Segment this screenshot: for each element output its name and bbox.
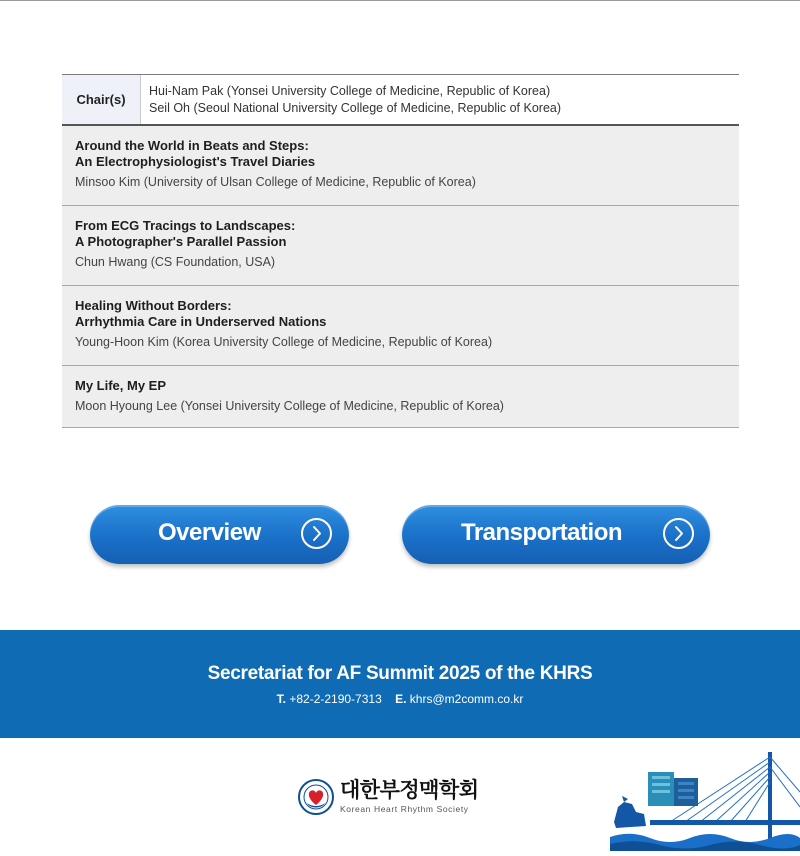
footer-secretariat [0,630,800,738]
footer-contact [0,692,800,706]
logo-english-name: Korean Heart Rhythm Society [340,804,469,814]
talk-title-line: Arrhythmia Care in Underserved Nations [75,314,327,329]
talk-title [75,378,726,394]
phone-number: +82-2-2190-7313 [289,692,382,706]
top-divider [0,0,800,1]
chevron-right-circle-icon [301,518,332,549]
khrs-emblem-icon [298,777,334,817]
talk-row [62,126,739,206]
haetae-statue-icon [614,796,646,828]
talk-title-line: A Photographer's Parallel Passion [75,234,287,249]
talk-speaker: Minsoo Kim (University of Ulsan College of Medicine, Republic of Korea) [75,175,476,189]
talk-title-line: Healing Without Borders: [75,298,232,313]
talk-title-line: From ECG Tracings to Landscapes: [75,218,296,233]
buildings-icon [648,772,698,806]
talk-title-line: My Life, My EP [75,378,167,393]
talk-speaker: Young-Hoon Kim (Korea University College of Medicine, Republic of Korea) [75,335,493,349]
chevron-right-circle-icon [663,518,694,549]
talk-row [62,206,739,286]
phone-prefix: T. [276,692,286,706]
chair-name: Seil Oh (Seoul National University College of Medicine, Republic of Korea) [149,100,562,115]
overview-button-label: Overview [158,519,261,546]
talk-title [75,298,726,330]
talk-row [62,366,739,428]
chair-names [141,75,561,124]
chair-row [62,74,739,126]
footer-title: Secretariat for AF Summit 2025 of the KHRS [207,663,593,684]
khrs-logo [298,777,479,817]
bridge-illustration [610,752,800,856]
chair-label: Chair(s) [62,75,141,124]
talk-speaker: Chun Hwang (CS Foundation, USA) [75,255,276,269]
transportation-button[interactable] [402,505,710,564]
email-address[interactable]: khrs@m2comm.co.kr [409,692,524,706]
talk-title [75,138,726,170]
talk-speaker: Moon Hyoung Lee (Yonsei University College of Medicine, Republic of Korea) [75,399,504,413]
talk-title-line: An Electrophysiologist's Travel Diaries [75,154,316,169]
logo-korean-name: 대한부정맥학회 [340,779,479,802]
talk-title-line: Around the World in Beats and Steps: [75,138,309,153]
email-prefix: E. [395,692,407,706]
talk-row [62,286,739,366]
chair-name: Hui-Nam Pak (Yonsei University College of Medicine, Republic of Korea) [149,83,551,98]
talk-title [75,218,726,250]
session-table [62,74,739,428]
transportation-button-label: Transportation [461,519,623,546]
overview-button[interactable] [90,505,349,564]
